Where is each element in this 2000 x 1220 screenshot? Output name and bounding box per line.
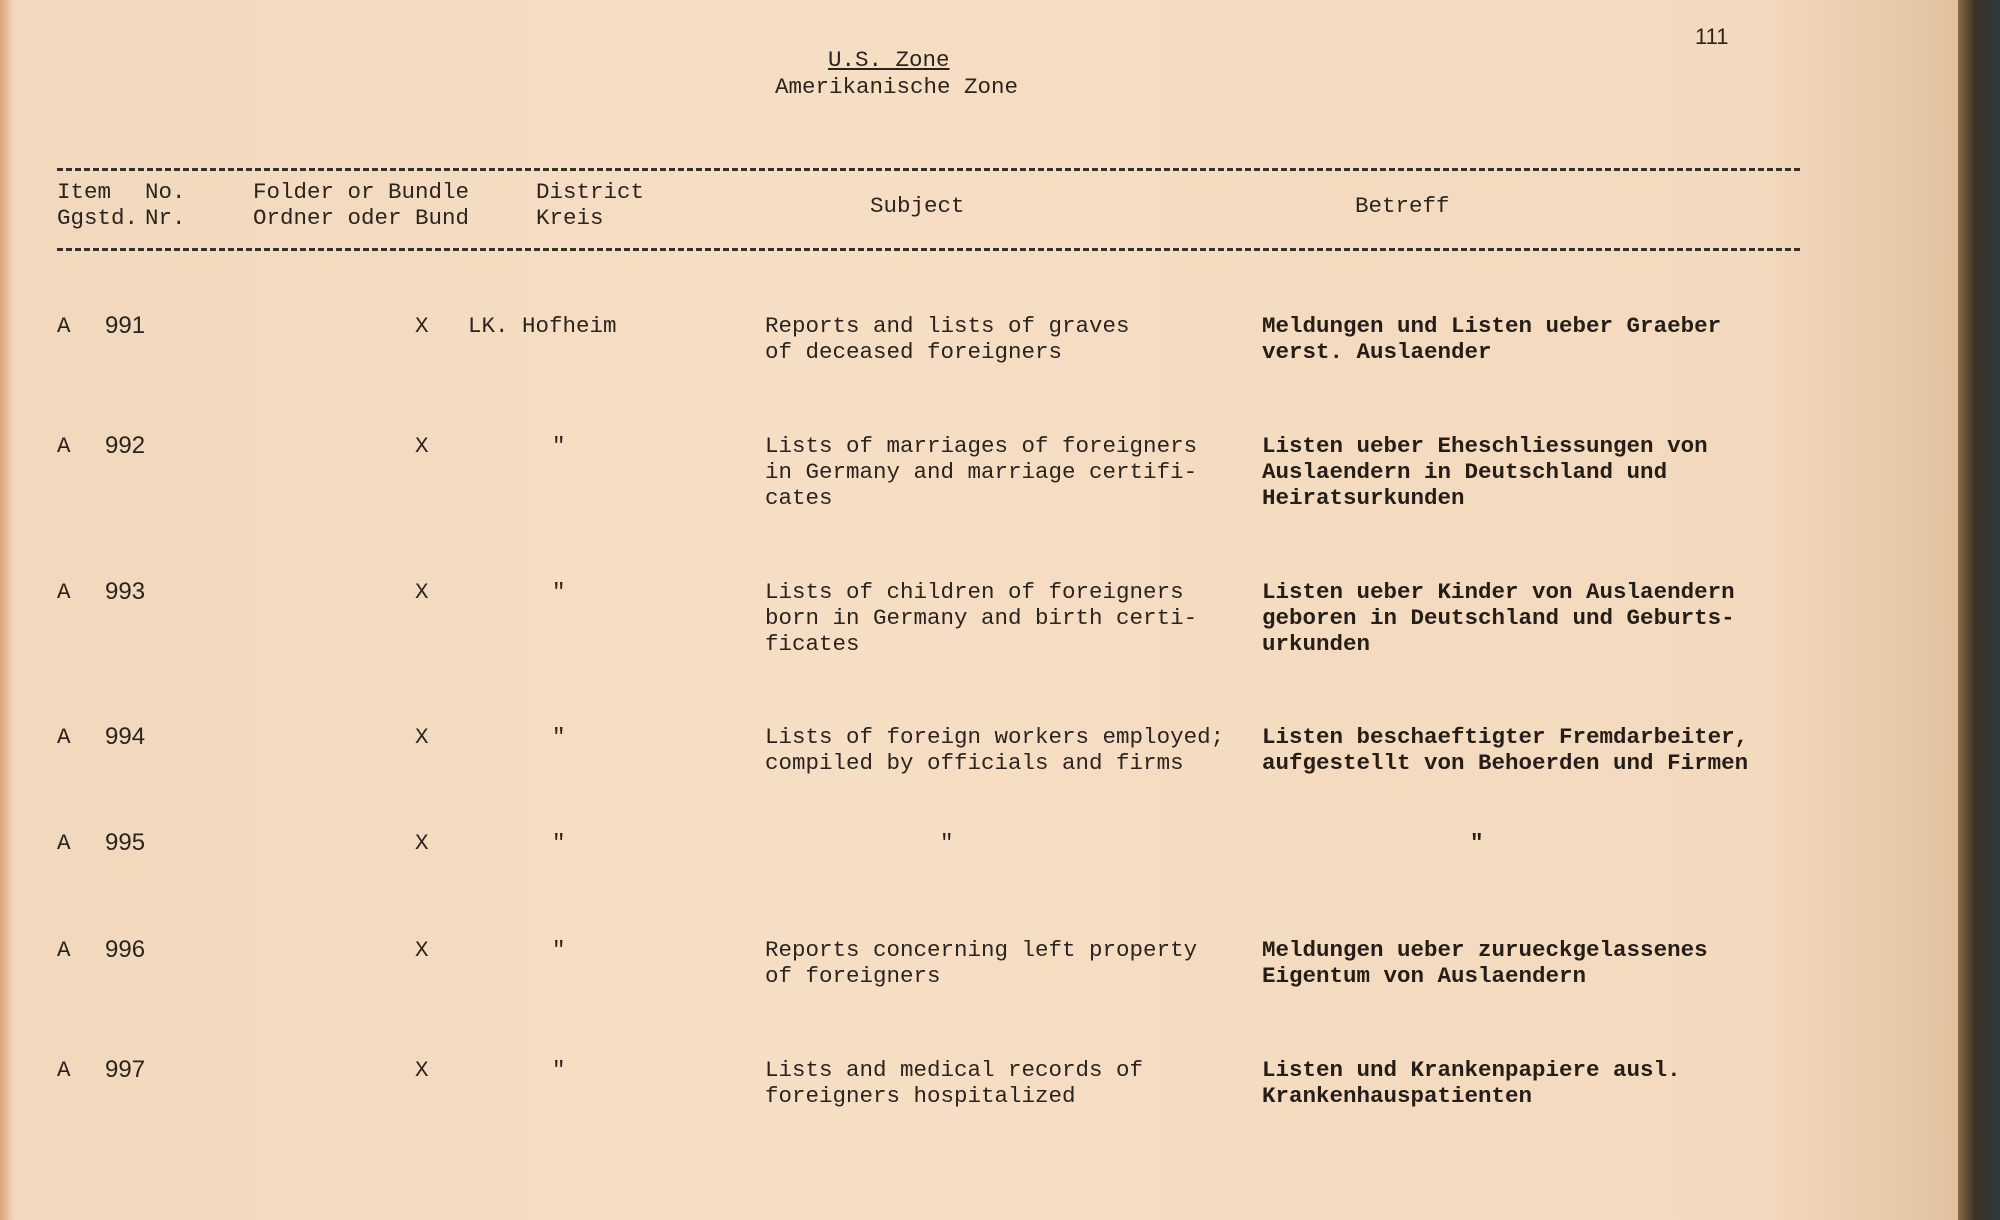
header-no: No. bbox=[145, 179, 186, 205]
row-subject: Lists of children of foreigners born in Germany and birth certi- ficates bbox=[765, 579, 1198, 657]
row-district: " bbox=[552, 433, 566, 459]
row-betreff: Listen ueber Kinder von Auslaendern geboren in Deutschland und Geburts- urkunden bbox=[1262, 579, 1735, 657]
book-spine bbox=[1958, 0, 2000, 1220]
header-subject: Subject bbox=[870, 193, 965, 219]
row-subject: Lists of marriages of foreigners in Germany and marriage certifi- cates bbox=[765, 433, 1198, 511]
row-number: 994 bbox=[105, 723, 146, 750]
header-item: Item bbox=[57, 179, 112, 205]
row-folder-mark: X bbox=[415, 937, 429, 963]
row-number: 997 bbox=[105, 1056, 146, 1083]
row-folder-mark: X bbox=[415, 724, 429, 750]
header-folder-de: Ordner oder Bund bbox=[253, 205, 470, 231]
header-district: District bbox=[536, 179, 645, 205]
header-no-de: Nr. bbox=[145, 205, 186, 231]
row-district: " bbox=[552, 724, 566, 750]
row-number: 991 bbox=[105, 312, 146, 339]
header-folder: Folder or Bundle bbox=[253, 179, 470, 205]
row-district: " bbox=[552, 1057, 566, 1083]
row-betreff: Listen und Krankenpapiere ausl. Krankenhauspatienten bbox=[1262, 1057, 1681, 1109]
header-rule-top bbox=[57, 168, 1800, 171]
row-subject: Lists and medical records of foreigners hospitalized bbox=[765, 1057, 1144, 1109]
row-number: 995 bbox=[105, 829, 146, 856]
row-subject: Lists of foreign workers employed; compiled by officials and firms bbox=[765, 724, 1225, 776]
row-district: " bbox=[552, 937, 566, 963]
row-number: 996 bbox=[105, 936, 146, 963]
row-item: A bbox=[57, 937, 71, 963]
row-number: 993 bbox=[105, 578, 146, 605]
row-number: 992 bbox=[105, 432, 146, 459]
row-subject: " bbox=[940, 830, 954, 856]
row-betreff: " bbox=[1470, 830, 1484, 856]
row-item: A bbox=[57, 433, 71, 459]
row-district: " bbox=[552, 579, 566, 605]
row-item: A bbox=[57, 313, 71, 339]
header-betreff: Betreff bbox=[1355, 193, 1450, 219]
header-rule-bottom bbox=[57, 248, 1800, 251]
row-betreff: Meldungen und Listen ueber Graeber verst. Auslaender bbox=[1262, 313, 1722, 365]
header-district-de: Kreis bbox=[536, 205, 604, 231]
row-district: LK. Hofheim bbox=[468, 313, 617, 339]
row-subject: Reports and lists of graves of deceased foreigners bbox=[765, 313, 1130, 365]
row-item: A bbox=[57, 830, 71, 856]
row-folder-mark: X bbox=[415, 579, 429, 605]
row-folder-mark: X bbox=[415, 1057, 429, 1083]
title-us-zone: U.S. Zone bbox=[828, 47, 950, 73]
page-number: 111 bbox=[1695, 24, 1729, 49]
row-subject: Reports concerning left property of foreigners bbox=[765, 937, 1198, 989]
row-folder-mark: X bbox=[415, 313, 429, 339]
row-folder-mark: X bbox=[415, 830, 429, 856]
title-german: Amerikanische Zone bbox=[775, 74, 1019, 100]
header-item-de: Ggstd. bbox=[57, 205, 139, 231]
row-betreff: Meldungen ueber zurueckgelassenes Eigentum von Auslaendern bbox=[1262, 937, 1708, 989]
row-item: A bbox=[57, 1057, 71, 1083]
row-betreff: Listen ueber Eheschliessungen von Auslaendern in Deutschland und Heiratsurkunden bbox=[1262, 433, 1708, 511]
row-item: A bbox=[57, 579, 71, 605]
row-item: A bbox=[57, 724, 71, 750]
row-betreff: Listen beschaeftigter Fremdarbeiter, aufgestellt von Behoerden und Firmen bbox=[1262, 724, 1749, 776]
row-district: " bbox=[552, 830, 566, 856]
row-folder-mark: X bbox=[415, 433, 429, 459]
